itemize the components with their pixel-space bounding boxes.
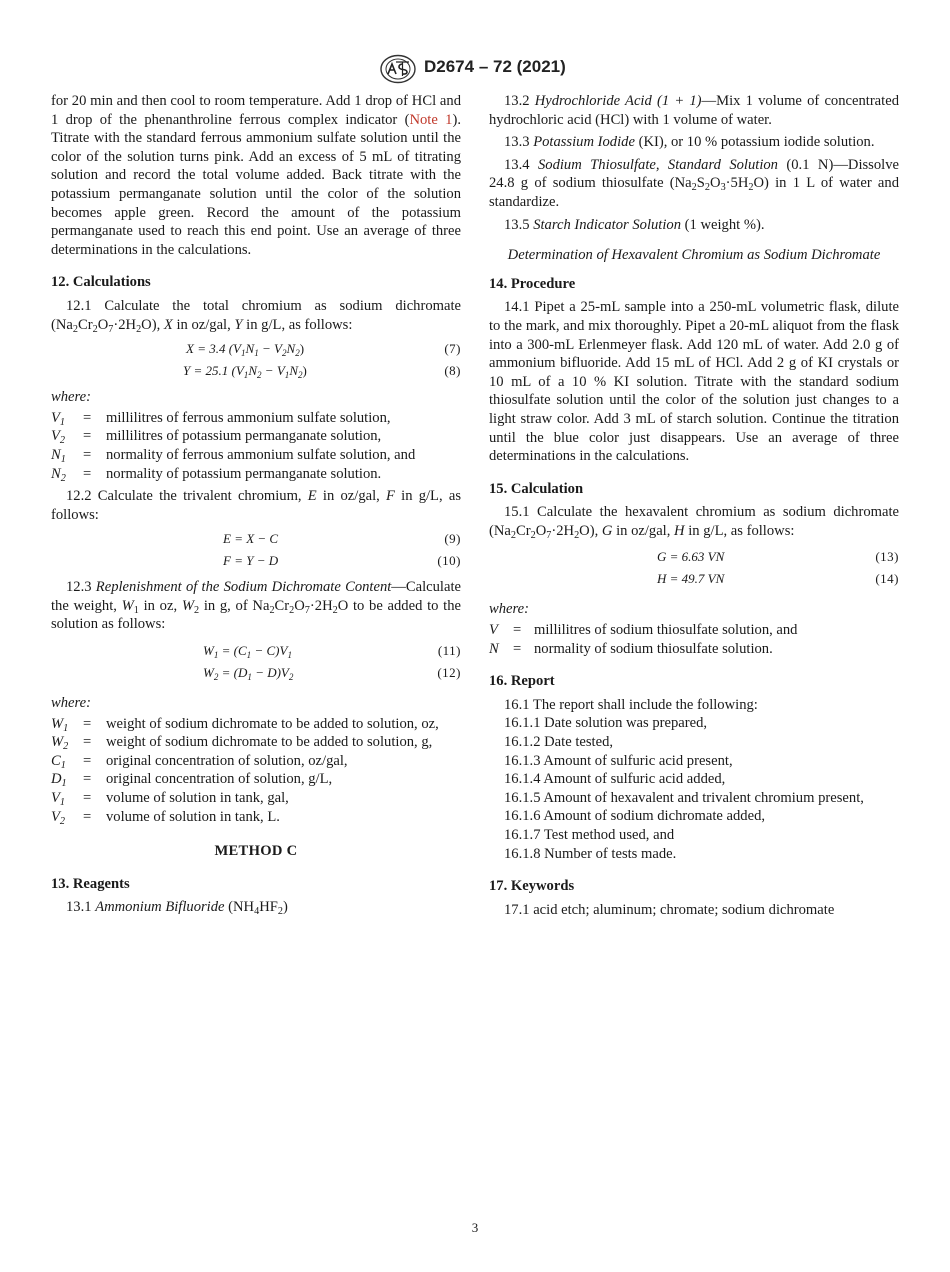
section-15-heading: 15. Calculation (489, 480, 584, 497)
equation-7-number: (7) (444, 341, 461, 357)
note-1-link[interactable]: Note 1 (409, 111, 453, 128)
list-item: 16.1.7 Test method used, and (504, 827, 675, 843)
equation-14: H = 49.7 VN (14) (489, 568, 899, 590)
equation-13-number: (13) (875, 549, 899, 565)
paragraph-15-1: 15.1 Calculate the hexavalent chromium as sodium dichromate $(Na_2Cr_2O_7\cdot 2H_2O)$, G in oz/gal, H in g/L, as follows: (489, 504, 899, 541)
paragraph-13-2: 13.2 Hydrochloride Acid (1 + 1)—Mix 1 volume of concentrated hydrochloric acid (HCl) with 1 volume of water. (489, 93, 899, 128)
paragraph-13-3: 13.3 Potassium Iodide (KI), or 10 % potassium iodide solution. (504, 134, 875, 151)
equation-8: Y = 25.1 $(V_1N_2 - V_1N_2)$ (8) (183, 363, 461, 381)
paragraph-17-1: 17.1 acid etch; aluminum; chromate; sodium dichromate (504, 901, 835, 918)
where-label: where: (51, 389, 91, 406)
definition-item: $D_1$ = original concentration of solution, g/L, (51, 771, 333, 790)
section-12-heading: 12. Calculations (51, 274, 151, 291)
equation-11: $W_1 = (C_1 - C)V_1$ (11) (203, 643, 461, 661)
definition-item: $V_2$ = millilitres of potassium permanganate solution, (51, 428, 382, 447)
definition-item: $V_1$ = volume of solution in tank, gal, (51, 790, 289, 809)
equation-13: G = 6.63 VN (13) (489, 546, 899, 568)
section-13-heading: 13. Reagents (51, 875, 130, 892)
paragraph-12-3: 12.3 Replenishment of the Sodium Dichromate Content—Calculate the weight, $W_1$ in oz, $W_2$ in g, of $Na_2Cr_2O_7\cdot 2H_2O$ to be added to the solution as follows: (51, 579, 461, 633)
where-label: where: (489, 601, 529, 618)
where-label: where: (51, 695, 91, 712)
list-item: 16.1.6 Amount of sodium dichromate added, (504, 808, 766, 825)
paragraph-13-5: 13.5 Starch Indicator Solution (1 weight %). (504, 216, 765, 233)
list-item: 16.1.3 Amount of sulfuric acid present, (504, 752, 733, 769)
definition-item: $W_1$ = weight of sodium dichromate to be added to solution, oz, (51, 715, 439, 734)
intro-paragraph: for 20 min and then cool to room temperature. Add 1 drop of HCl and 1 drop of the phenanthroline ferrous complex indicator (Note 1). Titrate with the standard ferrous ammonium sulfate solution until the color of the solution turns pink. Add an excess of 5 mL of titrating solution and record the total volume added. Back titrate with the potassium permanganate solution until the color of the solution becomes apple green. Record the amount of the potassium permanganate used to reach this end point. Use an average of three determinations in the calculations. (51, 93, 461, 258)
list-item: 16.1.1 Date solution was prepared, (504, 715, 708, 732)
definition-item: $V_1$ = millilitres of ferrous ammonium sulfate solution, (51, 409, 391, 428)
list-item: 16.1.8 Number of tests made. (504, 845, 677, 862)
equation-7: X = 3.4 $(V_1N_1 - V_2N_2)$ (7) (186, 341, 461, 359)
equation-8-number: (8) (444, 363, 461, 379)
paragraph-14-1: 14.1 Pipet a 25-mL sample into a 250-mL volumetric flask, dilute to the mark, and mix thoroughly. Pipet a 20-mL aliquot from the flask into a 300-mL Erlenmeyer flask. Add 120 mL of water. Add 2.0 g of ammonium bifluoride. Add 15 mL of HCl. Add 2 g of KI crystals or 10 mL of a 10 % KI solution. Titrate with the standard sodium thiosulfate solution until the color of the solution just changes to a light straw color. Add 3 mL of starch solution. Continue the titration until the blue color just disappears. Use an average of three determinations in the calculations. (489, 299, 899, 465)
definition-item: $W_2$ = weight of sodium dichromate to be added to solution, g, (51, 734, 433, 753)
definition-item: $V_2$ = volume of solution in tank, L. (51, 808, 280, 827)
definitions-list-3 (489, 621, 899, 658)
definitions-list-1 (51, 409, 461, 483)
equation-14-number: (14) (875, 571, 899, 587)
astm-logo-icon (379, 54, 417, 84)
paragraph-12-2: 12.2 Calculate the trivalent chromium, E in oz/gal, F in g/L, as follows: (51, 488, 461, 523)
left-column (51, 92, 461, 917)
document-id: D2674 – 72 (2021) (424, 57, 566, 76)
list-item: 16.1.2 Date tested, (504, 734, 614, 751)
equation-10-number: (10) (437, 553, 461, 569)
equation-9-number: (9) (444, 531, 461, 547)
equation-10: F = Y − D (10) (51, 550, 461, 572)
definition-item: $N_2$ = normality of potassium permanganate solution. (51, 465, 382, 484)
list-item: 16.1 The report shall include the following: (504, 696, 758, 713)
definition-item: N = normality of sodium thiosulfate solution. (489, 640, 773, 657)
equation-12-number: (12) (437, 665, 461, 681)
section-14-heading: 14. Procedure (489, 275, 576, 292)
page-header (0, 54, 950, 84)
section-17-heading: 17. Keywords (489, 878, 575, 895)
paragraph-13-4: 13.4 Sodium Thiosulfate, Standard Solution (0.1 N)—Dissolve 24.8 g of sodium thiosulfate $(Na_2S_2O_3\cdot 5H_2O)$ in 1 L of water and standardize. (489, 156, 899, 210)
page-number: 3 (471, 1220, 479, 1235)
paragraph-13-1: 13.1 Ammonium Bifluoride $(NH_4HF_2)$ (66, 899, 288, 918)
list-item: 16.1.4 Amount of sulfuric acid added, (504, 771, 726, 788)
paragraph-12-1: 12.1 Calculate the total chromium as sodium dichromate $(Na_2Cr_2O_7\cdot 2H_2O)$, X in oz/gal, Y in g/L, as follows: (51, 297, 461, 335)
section-16-heading: 16. Report (489, 673, 555, 690)
definitions-list-2 (51, 715, 461, 827)
equation-12: $W_2 = (D_1 - D)V_2$ (12) (203, 665, 461, 683)
definition-item: V = millilitres of sodium thiosulfate solution, and (489, 622, 798, 639)
definition-item: $N_1$ = normality of ferrous ammonium sulfate solution, and (51, 446, 416, 465)
definition-item: $C_1$ = original concentration of solution, oz/gal, (51, 752, 348, 771)
report-list (489, 696, 899, 863)
list-item: 16.1.5 Amount of hexavalent and trivalent chromium present, (504, 789, 864, 806)
method-heading: METHOD C (214, 843, 298, 860)
right-column (489, 92, 899, 919)
equation-11-number: (11) (437, 643, 461, 659)
equation-9: E = X − C (9) (51, 528, 461, 550)
subsection-title: Determination of Hexavalent Chromium as Sodium Dichromate (507, 247, 881, 264)
